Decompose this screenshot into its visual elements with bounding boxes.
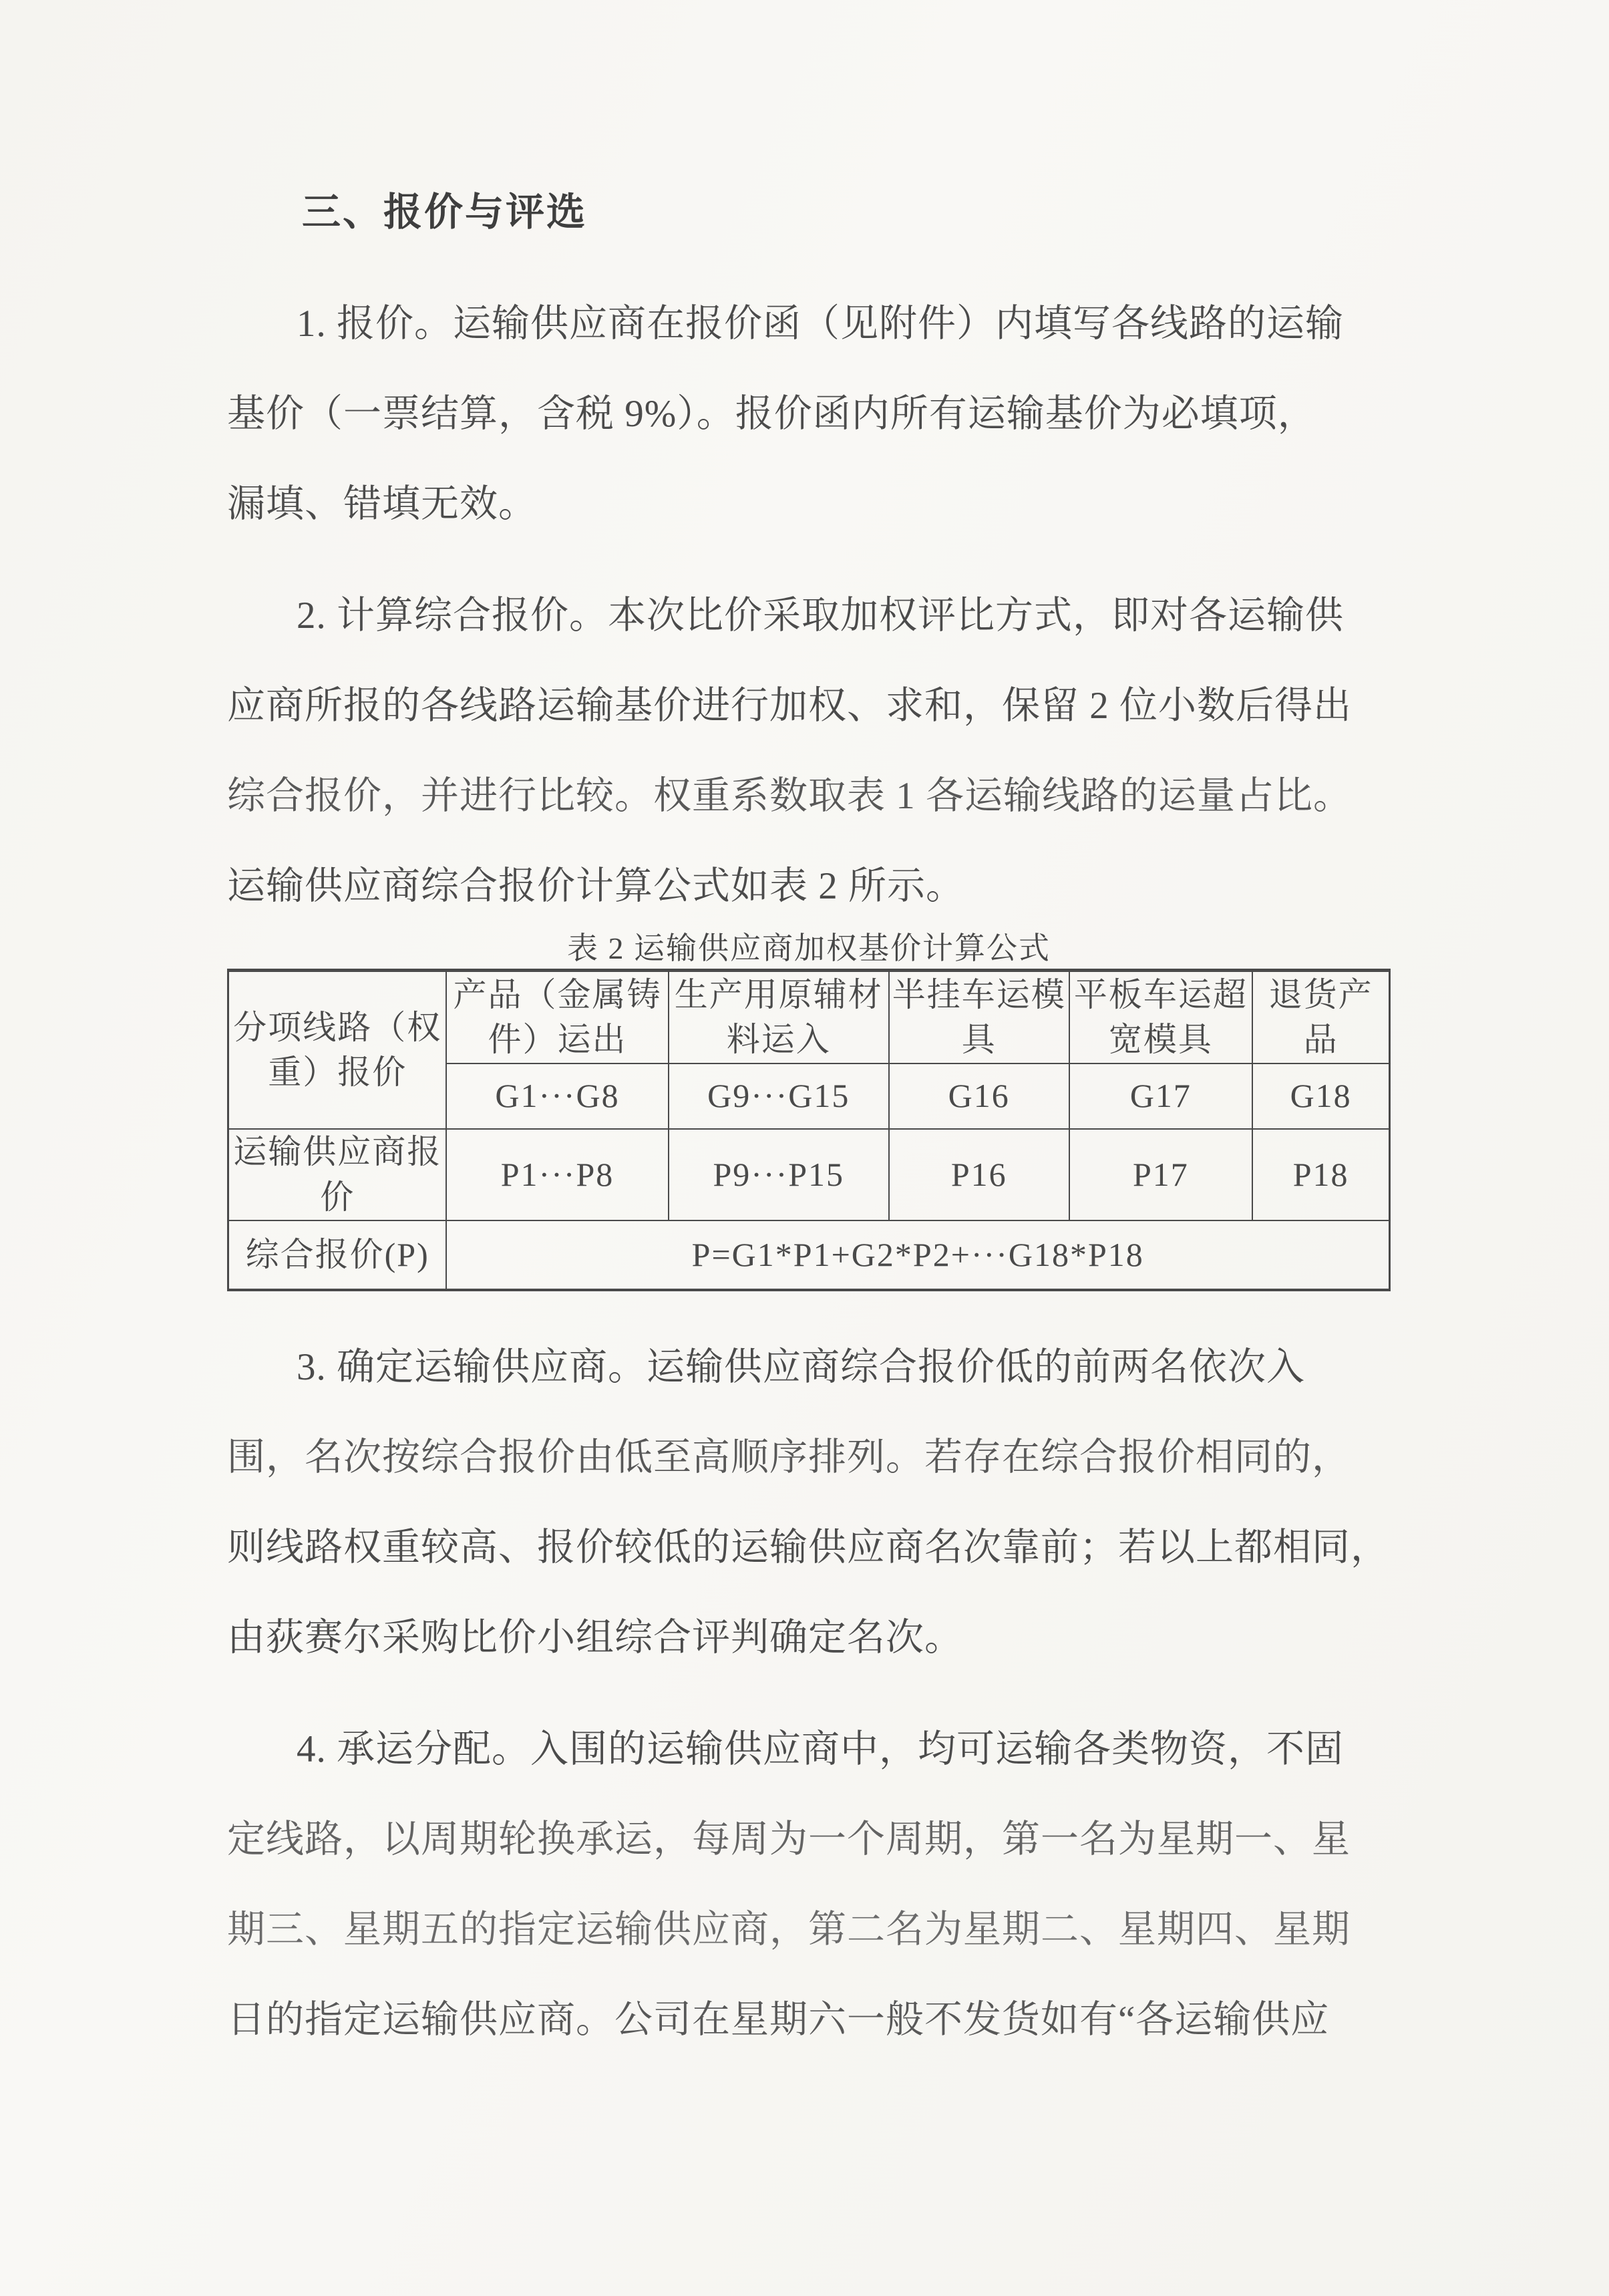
p-values-row bbox=[228, 1129, 1390, 1220]
text-line: 期三、星期五的指定运输供应商，第二名为星期二、星期四、星期 bbox=[227, 1909, 1351, 1951]
text-line: 基价（一票结算，含税 9%）。报价函内所有运输基价为必填项， bbox=[227, 393, 1316, 435]
text-line: 定线路，以周期轮换承运，每周为一个周期，第一名为星期一、星 bbox=[227, 1818, 1351, 1860]
total-row bbox=[228, 1220, 1390, 1290]
col-header-cell: 平板车运超宽模具 bbox=[1069, 971, 1253, 1064]
g-value-cell: G17 bbox=[1069, 1063, 1253, 1129]
text-line: 由荻赛尔采购比价小组综合评判确定名次。 bbox=[227, 1617, 963, 1659]
text-line: 则线路权重较高、报价较低的运输供应商名次靠前；若以上都相同， bbox=[227, 1526, 1389, 1569]
p-value-cell: P16 bbox=[889, 1129, 1069, 1220]
p-value-cell: P18 bbox=[1252, 1129, 1389, 1220]
text-line: 应商所报的各线路运输基价进行加权、求和，保留 2 位小数后得出 bbox=[227, 685, 1352, 727]
g-value-cell: G1···G8 bbox=[446, 1063, 668, 1129]
text-line: 3. 确定运输供应商。运输供应商综合报价低的前两名依次入 bbox=[297, 1346, 1305, 1388]
text-line: 日的指定运输供应商。公司在星期六一般不发货如有“各运输供应 bbox=[227, 1999, 1330, 2041]
g-value-cell: G9···G15 bbox=[669, 1063, 889, 1129]
table-caption: 表 2 运输供应商加权基价计算公式 bbox=[567, 931, 1051, 965]
section-heading: 三、报价与评选 bbox=[302, 190, 588, 234]
p-value-cell: P9···P15 bbox=[669, 1129, 889, 1220]
col-header-cell: 半挂车运模具 bbox=[889, 971, 1069, 1064]
g-value-cell: G16 bbox=[889, 1063, 1069, 1129]
text-line: 综合报价，并进行比较。权重系数取表 1 各运输线路的运量占比。 bbox=[227, 775, 1352, 817]
g-value-cell: G18 bbox=[1252, 1063, 1389, 1129]
col-header-cell: 产品（金属铸件）运出 bbox=[446, 971, 668, 1064]
p-value-cell: P17 bbox=[1069, 1129, 1253, 1220]
paragraph-4 bbox=[227, 1704, 1391, 2065]
formula-cell: P=G1*P1+G2*P2+···G18*P18 bbox=[446, 1220, 1389, 1290]
text-line: 2. 计算综合报价。本次比价采取加权评比方式，即对各运输供 bbox=[297, 595, 1344, 637]
text-column bbox=[227, 167, 1391, 2065]
text-line: 漏填、错填无效。 bbox=[227, 483, 537, 525]
text-line: 4. 承运分配。入围的运输供应商中，均可运输各类物资，不固 bbox=[297, 1728, 1344, 1770]
paragraph-3 bbox=[227, 1322, 1391, 1683]
p-value-cell: P1···P8 bbox=[446, 1129, 668, 1220]
col-header-cell: 生产用原辅材料运入 bbox=[669, 971, 889, 1064]
table-header-row bbox=[228, 971, 1390, 1064]
text-line: 运输供应商综合报价计算公式如表 2 所示。 bbox=[227, 865, 964, 907]
text-line: 围，名次按综合报价由低至高顺序排列。若存在综合报价相同的， bbox=[227, 1436, 1351, 1478]
p-row-label-cell: 运输供应商报价 bbox=[228, 1129, 447, 1220]
corner-header-cell: 分项线路（权重）报价 bbox=[228, 971, 447, 1130]
paragraph-2 bbox=[227, 570, 1391, 931]
col-header-cell: 退货产品 bbox=[1252, 971, 1389, 1064]
text-line: 1. 报价。运输供应商在报价函（见附件）内填写各线路的运输 bbox=[297, 303, 1344, 345]
weighted-base-price-formula-table bbox=[227, 969, 1391, 1291]
total-label-cell: 综合报价(P) bbox=[228, 1220, 447, 1290]
paragraph-1 bbox=[227, 279, 1391, 549]
